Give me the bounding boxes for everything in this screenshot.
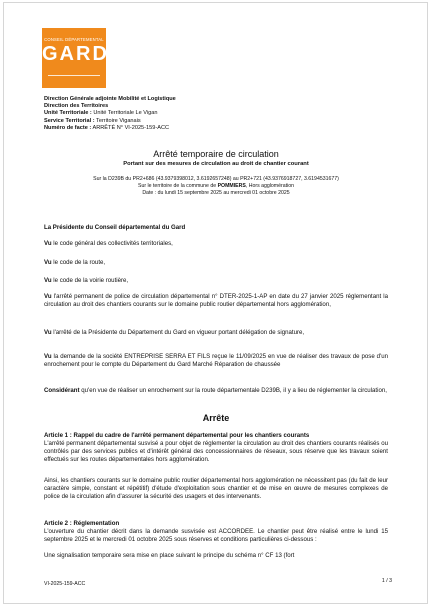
document-title: Arrêté temporaire de circulation xyxy=(153,149,279,159)
article-2-paragraph-1: L'ouverture du chantier décrit dans la demande susvisée est ACCORDEE. Le chantier peut être réalisé entre le lundi 15 septembre 2025 et le mercredi 01 octobre 2025 sous réserves et conditions particulières ci-dessous : xyxy=(44,528,388,543)
location-commune-name: POMMIERS xyxy=(217,182,246,189)
vu-paragraph-4: Vu l'arrêté permanent de police de circulation départemental n° DTER-2025-1-AP en date du 27 janvier 2025 réglementant la circulation au droit des chantiers courants sur le domaine public routier départemental hors agglomération, xyxy=(44,293,388,308)
article-2-paragraph-2: Une signalisation temporaire sera mise en place suivant le principe du schéma n° CF 13 (fort xyxy=(44,552,295,559)
header-service-label: Service Territorial : xyxy=(44,117,95,124)
header-unit-value: Unité Territoriale Le Vigan xyxy=(91,110,158,117)
header-line-2: Direction des Territoires xyxy=(44,103,109,110)
vu-paragraph-5: Vu l'arrêté de la Présidente du Département du Gard en vigueur portant délégation de signature, xyxy=(44,329,305,336)
gard-logo xyxy=(42,28,109,88)
article-1-paragraph-1: L'arrêté permanent départemental susvisé a pour objet de réglementer la circulation au droit des chantiers courants réalisés ou contrôlés par des services publics et d'intérêt général des concessionnaires de réseaux, sous réserve que les travaux soient effectués sur les routes départementales hors agglomération. xyxy=(44,440,388,463)
document-title-block xyxy=(0,149,432,168)
article-1-paragraph-2: Ainsi, les chantiers courants sur le domaine public routier départemental hors agglomération ne nécessitent pas (du fait de leur caractère simple, constant et répétitif) d'étude d'exploitation sous chantier et de mise en œuvre de mesures complexes de police de la circulation afin d'assurer la sécurité des usagers et des intervenants. xyxy=(44,477,388,500)
president-line: La Présidente du Conseil départemental du Gard xyxy=(44,224,186,231)
header-number-value: ARRÊTÉ N° VI-2025-159-ACC xyxy=(91,124,170,131)
header-unit-label: Unité Territoriale : xyxy=(44,110,92,117)
page-number: 1 / 3 xyxy=(381,578,392,584)
arrete-heading: Arrête xyxy=(202,413,230,423)
logo-name: GARD xyxy=(42,43,109,65)
vu-paragraph-6: Vu la demande de la société ENTREPRISE SERRA ET FILS reçue le 11/09/2025 en vue de réaliser des travaux de pose d'un enrochement pour le compte du Département du Gard Marché Réparation de chaussée xyxy=(44,353,388,368)
vu-paragraph-3: Vu le code de la voirie routière, xyxy=(44,277,129,284)
logo-top-text: CONSEIL DÉPARTEMENTAL xyxy=(44,37,104,42)
vu-paragraph-1: Vu le code général des collectivités territoriales, xyxy=(44,240,173,247)
location-commune-post: , Hors agglomération xyxy=(245,182,294,189)
location-dates: Date : du lundi 15 septembre 2025 au mercredi 01 octobre 2025 xyxy=(142,189,290,196)
vu-paragraph-2: Vu le code de la route, xyxy=(44,259,106,266)
issuer-header xyxy=(44,96,176,132)
header-line-1: Direction Générale adjointe Mobilité et Logistique xyxy=(44,96,176,102)
location-road: Sur la D239B du PR2+686 (43.9379398012, 3.6192657248) au PR2+721 (43.9376918727, 3.6194531677) xyxy=(93,176,339,182)
location-commune-pre: Sur le territoire de la commune de xyxy=(138,182,218,189)
header-service-value: Territoire Viganais xyxy=(94,117,141,124)
footer-reference: VI-2025-159-ACC xyxy=(44,581,86,587)
article-1-title: Article 1 : Rappel du cadre de l'arrêté permanent départemental pour les chantiers courants xyxy=(44,432,310,439)
location-commune xyxy=(0,183,432,190)
header-number-label: Numéro de facte : xyxy=(44,124,92,131)
considerant-paragraph: Considérant qu'en vue de réaliser un enrochement sur la route départementale D239B, il y a lieu de réglementer la circulation, xyxy=(44,387,387,394)
location-block xyxy=(0,176,432,196)
document-subtitle: Portant sur des mesures de circulation au droit de chantier courant xyxy=(123,161,309,167)
logo-divider xyxy=(48,75,100,76)
article-2-title: Article 2 : Réglementation xyxy=(44,520,120,527)
